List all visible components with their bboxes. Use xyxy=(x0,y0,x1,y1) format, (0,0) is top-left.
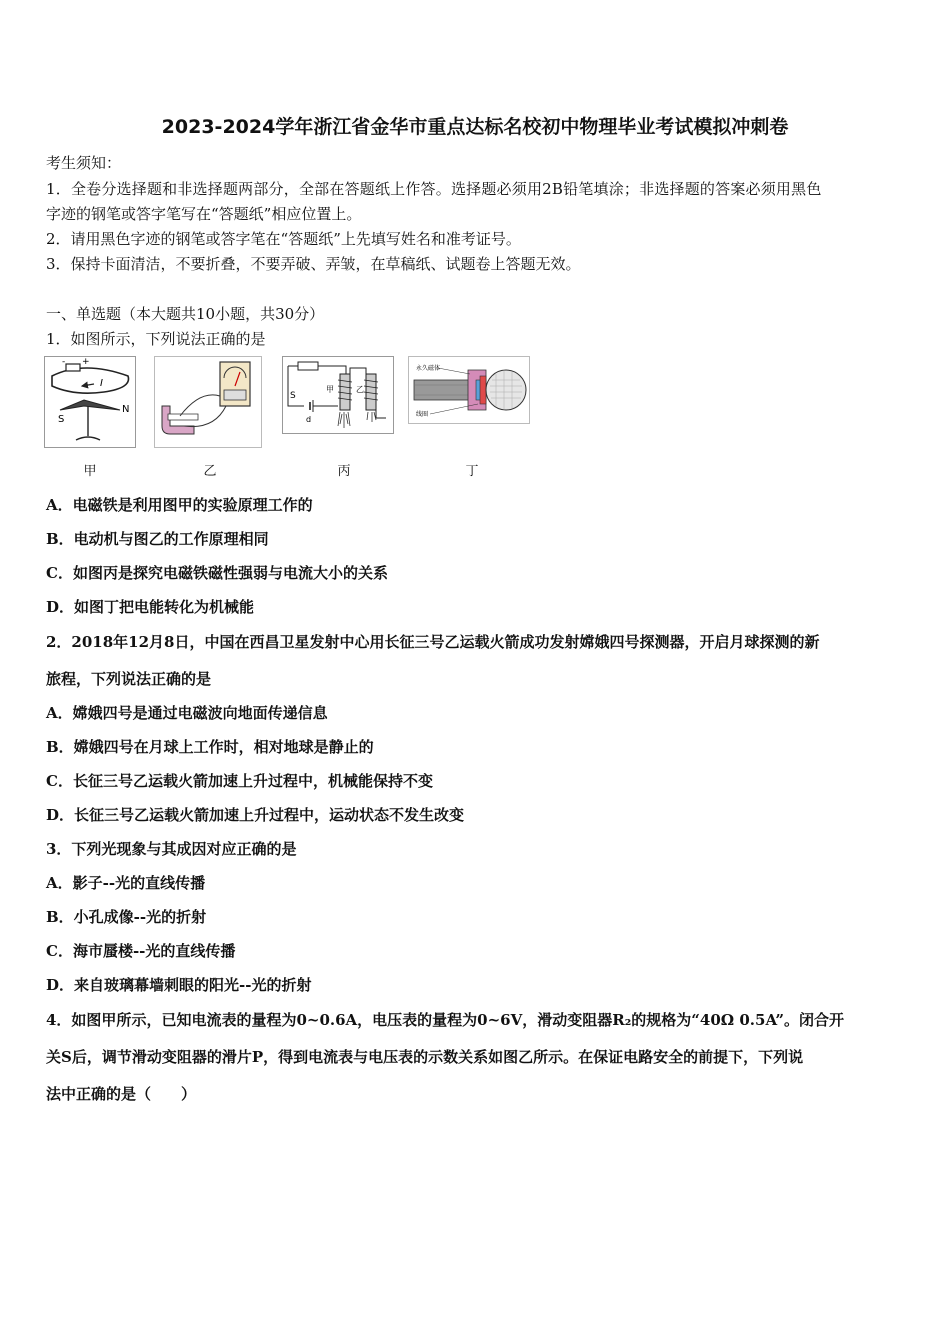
notice-item-3: 3．保持卡面清洁，不要折叠，不要弄破、弄皱，在草稿纸、试题卷上答题无效。 xyxy=(46,255,581,273)
jia-n-label: N xyxy=(122,404,130,415)
caption-bing: 丙 xyxy=(337,464,351,479)
ding-magnet-label: 永久磁体 xyxy=(416,365,441,372)
q1-figures xyxy=(44,356,534,479)
q2-option-c: C．长征三号乙运载火箭加速上升过程中，机械能保持不变 xyxy=(46,772,433,790)
section-heading: 一、单选题（本大题共10小题，共30分） xyxy=(46,305,325,323)
bing-jia-label: 甲 xyxy=(326,385,334,394)
q1-option-c: C．如图丙是探究电磁铁磁性强弱与电流大小的关系 xyxy=(46,564,388,582)
q3-option-d: D．来自玻璃幕墙刺眼的阳光--光的折射 xyxy=(46,976,312,994)
q3-option-c: C．海市蜃楼--光的直线传播 xyxy=(46,942,236,960)
notice-heading: 考生须知： xyxy=(46,154,122,172)
jia-plus-label: + xyxy=(82,357,90,367)
q1-option-d: D．如图丁把电能转化为机械能 xyxy=(46,598,255,616)
caption-yi: 乙 xyxy=(203,464,217,479)
bing-yi-label: 乙 xyxy=(356,385,364,394)
q4-stem-line-1: 4．如图甲所示，已知电流表的量程为0~0.6A，电压表的量程为0~6V，滑动变阻器R₂的规格为“40Ω 0.5A”。闭合开 xyxy=(46,1011,844,1029)
page-title: 2023-2024学年浙江省金华市重点达标名校初中物理毕业考试模拟冲刺卷 xyxy=(161,116,789,138)
q2-stem-line-2: 旅程，下列说法正确的是 xyxy=(46,670,212,688)
notice-item-1-line-1: 1．全卷分选择题和非选择题两部分，全部在答题纸上作答。选择题必须用2B铅笔填涂；非选择题的答案必须用黑色 xyxy=(46,180,822,198)
caption-ding: 丁 xyxy=(465,464,479,479)
q2-option-d: D．长征三号乙运载火箭加速上升过程中，运动状态不发生改变 xyxy=(46,806,465,824)
q4-stem-line-3: 法中正确的是（ ） xyxy=(46,1085,197,1103)
jia-minus-label: - xyxy=(62,357,66,367)
q4-stem-line-2: 关S后，调节滑动变阻器的滑片P，得到电流表与电压表的示数关系如图乙所示。在保证电路安全的前提下，下列说 xyxy=(46,1048,804,1066)
bing-s-label: S xyxy=(290,391,296,401)
figure-yi xyxy=(154,356,262,448)
notice-item-1-line-2: 字迹的钢笔或答字笔写在“答题纸”相应位置上。 xyxy=(46,205,362,223)
figure-jia xyxy=(44,356,136,448)
q2-option-b: B．嫦娥四号在月球上工作时，相对地球是静止的 xyxy=(46,738,374,756)
q1-option-b: B．电动机与图乙的工作原理相同 xyxy=(46,530,269,548)
q1-option-a: A．电磁铁是利用图甲的实验原理工作的 xyxy=(46,496,313,514)
jia-s-label: S xyxy=(58,414,65,425)
figure-ding xyxy=(408,356,530,424)
q3-stem: 3．下列光现象与其成因对应正确的是 xyxy=(46,840,297,858)
q2-option-a: A．嫦娥四号是通过电磁波向地面传递信息 xyxy=(46,704,328,722)
bing-d-label: d xyxy=(306,415,312,424)
q1-stem: 1．如图所示，下列说法正确的是 xyxy=(46,330,266,348)
jia-current-label: I xyxy=(100,378,103,389)
notice-item-2: 2．请用黑色字迹的钢笔或答字笔在“答题纸”上先填写姓名和准考证号。 xyxy=(46,230,521,248)
ding-coil-label: 线圈 xyxy=(416,411,429,418)
figure-bing xyxy=(282,356,394,434)
q3-option-b: B．小孔成像--光的折射 xyxy=(46,908,207,926)
q3-option-a: A．影子--光的直线传播 xyxy=(46,874,206,892)
caption-jia: 甲 xyxy=(83,464,97,479)
q2-stem-line-1: 2．2018年12月8日，中国在西昌卫星发射中心用长征三号乙运载火箭成功发射嫦娥四号探测器，开启月球探测的新 xyxy=(46,633,820,651)
